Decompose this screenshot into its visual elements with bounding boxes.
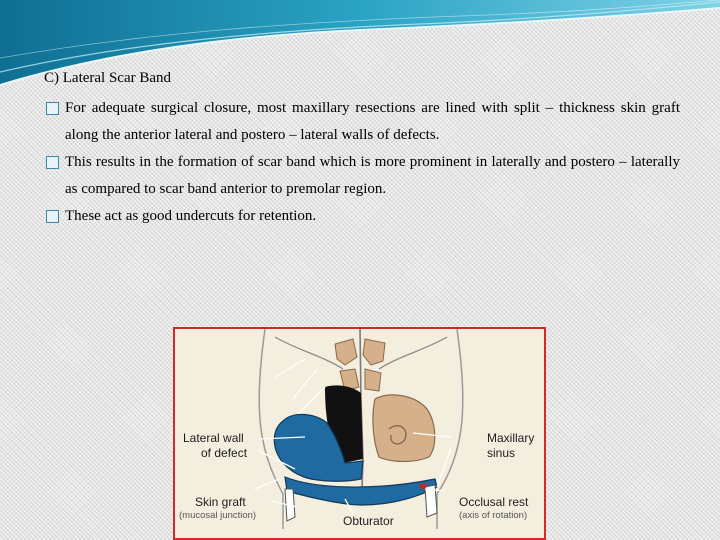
label-maxillary-sinus: Maxillary sinus <box>487 431 535 460</box>
skin-graft-note: (mucosal junction) <box>179 510 257 521</box>
obturator-diagram <box>173 327 546 540</box>
bullet-item <box>40 95 680 149</box>
label-occlusal-rest <box>459 495 528 521</box>
bullet-text: For adequate surgical closure, most maxillary resections are lined with split – thickness skin graft along the anterior lateral and postero – lateral walls of defects. <box>65 100 680 143</box>
bullet-box-icon <box>46 156 59 169</box>
label-skin-graft <box>179 495 257 521</box>
occlusal-rest-text: Occlusal rest <box>459 495 529 509</box>
skin-graft-text: Skin graft <box>195 495 246 509</box>
slide-content <box>40 70 680 230</box>
occlusal-rest-note: (axis of rotation) <box>459 510 528 521</box>
label-lateral-wall: Lateral wall of defect <box>183 431 248 460</box>
label-obturator: Obturator <box>343 514 394 528</box>
bullet-box-icon <box>46 102 59 115</box>
bullet-box-icon <box>46 210 59 223</box>
section-subtitle: C) Lateral Scar Band <box>44 70 172 86</box>
bullet-text: These act as good undercuts for retention. <box>65 208 317 224</box>
bullet-item <box>40 149 680 203</box>
bullet-text: This results in the formation of scar band which is more prominent in laterally and postero – laterally as compared to scar band anterior to premolar region. <box>65 154 680 197</box>
bullet-item <box>40 203 680 230</box>
